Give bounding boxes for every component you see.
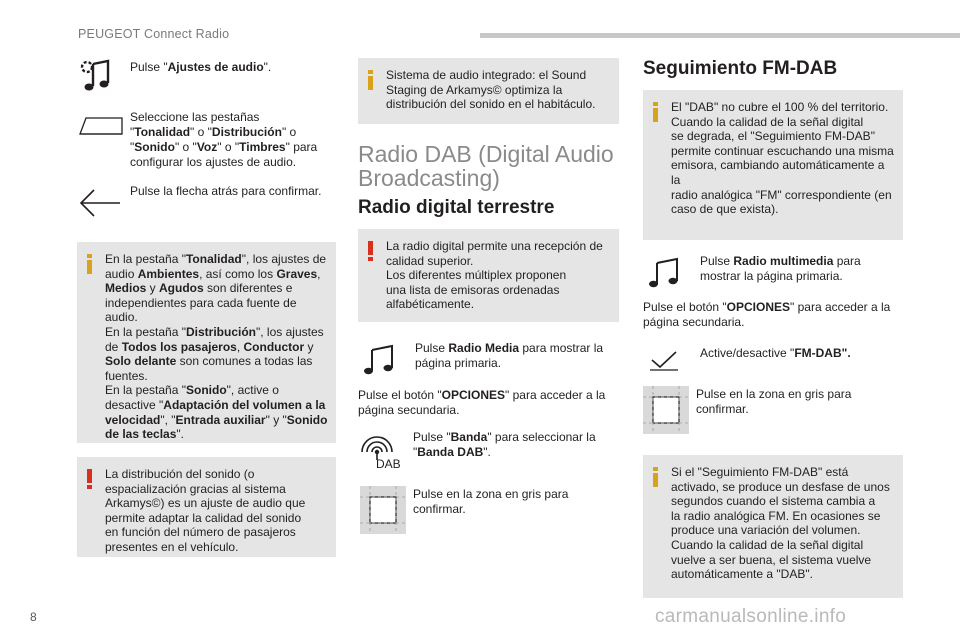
dab-label: DAB (376, 457, 401, 471)
text-bold: OPCIONES (726, 300, 791, 314)
text-bold: Sonido (286, 412, 328, 427)
step-radio-multimedia (648, 254, 908, 294)
text: Los diferentes múltiplex proponen (386, 268, 567, 283)
tabs-icon (78, 116, 124, 136)
text: y (304, 339, 314, 354)
text: son diferentes e (203, 281, 293, 296)
warning-note-digital-radio (358, 229, 619, 322)
text-bold: Radio multimedia (733, 254, 834, 268)
text-bold: Voz (196, 140, 218, 154)
text: La radio digital permite una recepción de (386, 239, 603, 253)
text: Seleccione las pestañas (130, 110, 260, 124)
text-bold: de las teclas (105, 427, 177, 442)
warning-icon (368, 241, 373, 261)
text-bold: Banda (450, 430, 488, 444)
text: activado, se produce un desfase de unos (671, 479, 890, 494)
text-bold: OPCIONES (441, 388, 506, 402)
text: ", " (160, 412, 176, 427)
text: Pulse en la zona en gris para (413, 487, 569, 501)
text: Cuando la calidad de la señal digital (671, 114, 864, 129)
text: Pulse el botón " (358, 388, 442, 402)
warning-note-distribution (77, 457, 336, 557)
step-back-arrow (78, 184, 338, 224)
text-bold: Distribución (211, 125, 282, 139)
text: y (146, 281, 160, 296)
warning-icon (87, 469, 92, 489)
text-bold: velocidad (105, 412, 161, 427)
checkbox-icon (648, 349, 680, 371)
text: segundos cuando el sistema cambia a (671, 494, 876, 509)
text-bold: Sonido (185, 383, 227, 398)
back-arrow-icon (78, 188, 122, 218)
music-settings-icon (78, 58, 114, 94)
text: " para acceder a la (505, 388, 606, 402)
info-note-dab-coverage (643, 90, 903, 240)
options-paragraph (358, 388, 620, 418)
text-bold: ". (841, 346, 851, 360)
info-icon (87, 254, 92, 272)
text: se degrada, el "Seguimiento FM-DAB" (671, 129, 875, 144)
text: permite adaptar la calidad del sonido (105, 510, 302, 525)
text-bold: Entrada auxiliar (175, 412, 266, 427)
text: " y " (265, 412, 287, 427)
text: ". (483, 445, 491, 459)
text: " para (285, 140, 318, 154)
text: espacialización gracias al sistema (105, 481, 286, 496)
step-radio-media (363, 341, 623, 381)
text: calidad superior. (386, 253, 474, 268)
grey-zone-icon (643, 386, 689, 434)
text-bold: Adaptación del volumen a la (163, 397, 326, 412)
text: Sistema de audio integrado: el Sound (386, 68, 587, 82)
text-bold: Solo delante (105, 354, 177, 369)
text: página secundaria. (358, 403, 460, 417)
info-icon (368, 70, 373, 88)
text: Active/desactive " (700, 346, 795, 360)
text-bold: Graves (276, 266, 318, 281)
text: la radio analógica FM. En ocasiones se (671, 508, 881, 523)
section-title-line: Broadcasting) (358, 165, 500, 191)
text: independientes para cada fuente de audio. (105, 295, 297, 325)
text: permite continuar escuchando una misma (671, 143, 894, 158)
text: distribución del sonido en el habitáculo. (386, 97, 596, 112)
text: mostrar la página primaria. (700, 269, 843, 283)
header-title: PEUGEOT Connect Radio (78, 27, 230, 41)
page-number: 8 (30, 610, 37, 624)
dab-antenna-icon (358, 430, 406, 474)
text-bold: Ambientes (137, 266, 200, 281)
text: audio (105, 266, 138, 281)
text: ", active o (226, 383, 279, 398)
header-bar (480, 33, 960, 38)
section-title-fm-dab: Seguimiento FM-DAB (643, 58, 838, 79)
text: desactive " (105, 397, 164, 412)
text-bold: Agudos (159, 281, 204, 296)
subtitle: Radio digital terrestre (358, 197, 555, 218)
grey-zone-icon (360, 486, 406, 534)
text: Pulse " (413, 430, 451, 444)
step-fm-dab-toggle (648, 346, 908, 372)
text: En la pestaña " (105, 324, 186, 339)
text: " para acceder a la (790, 300, 891, 314)
text: " o " (174, 140, 197, 154)
text-bold: Timbres (239, 140, 286, 154)
info-icon (653, 467, 658, 485)
text: " (130, 125, 135, 139)
text: Pulse la flecha atrás para confirmar. (130, 184, 322, 198)
text: Staging de Arkamys© optimiza la (386, 82, 563, 97)
text: ". (176, 427, 184, 442)
text: Cuando la calidad de la señal digital (671, 537, 864, 552)
text-bold: Todos los pasajeros (121, 339, 237, 354)
text: de (105, 339, 122, 354)
text: página secundaria. (643, 315, 745, 329)
text: para (833, 254, 861, 268)
text: El "DAB" no cubre el 100 % del territorio. (671, 100, 889, 114)
text: , (317, 266, 321, 281)
text: " para seleccionar la (487, 430, 596, 444)
watermark: carmanualsonline.info (655, 606, 847, 627)
step-grey-zone (360, 486, 622, 536)
text: ", los ajustes de (241, 252, 327, 266)
text: Pulse el botón " (643, 300, 727, 314)
text: presentes en el vehículo. (105, 539, 239, 554)
text: Arkamys©) es un ajuste de audio que (105, 496, 306, 511)
text: para mostrar la (519, 341, 604, 355)
text-bold: Banda DAB (417, 445, 484, 459)
text: Pulse (415, 341, 449, 355)
text: vuelve a ser buena, el sistema vuelve (671, 552, 872, 567)
text: en función del número de pasajeros (105, 525, 296, 540)
section-title-line: Radio DAB (Digital Audio (358, 141, 614, 167)
text: ". (263, 60, 272, 74)
text: alfabéticamente. (386, 297, 475, 312)
text: En la pestaña " (105, 252, 186, 266)
text: La distribución del sonido (o (105, 467, 255, 481)
music-note-icon (363, 344, 397, 376)
text: Pulse (700, 254, 734, 268)
info-note-arkamys (358, 58, 619, 124)
text: " o " (217, 140, 240, 154)
text: automáticamente a "DAB". (671, 567, 813, 582)
text: son comunes a todas las (176, 354, 313, 369)
text: página primaria. (415, 356, 502, 370)
text: " o " (190, 125, 212, 139)
step-audio-settings (78, 58, 338, 98)
text-bold: Conductor (243, 339, 305, 354)
info-note-fm-dab-delay (643, 455, 903, 598)
text-bold: Sonido (134, 140, 175, 154)
text: , así como los (199, 266, 277, 281)
text: Pulse " (130, 60, 168, 74)
text: emisora, cambiando automáticamente a la (671, 158, 885, 187)
text: , (236, 339, 244, 354)
info-note-tabs (77, 242, 336, 443)
text: En la pestaña " (105, 383, 186, 398)
text-bold: Tonalidad (185, 252, 242, 266)
music-note-icon (648, 257, 682, 289)
text-bold: Radio Media (448, 341, 520, 355)
text: " (413, 445, 418, 459)
text: " (130, 140, 135, 154)
text-bold: Ajustes de audio (167, 60, 264, 74)
text: confirmar. (696, 402, 749, 416)
text: radio analógica "FM" correspondiente (en (671, 187, 892, 202)
step-select-tabs (78, 110, 338, 170)
text-bold: Tonalidad (134, 125, 191, 139)
options-paragraph (643, 300, 905, 330)
text: Si el "Seguimiento FM-DAB" está (671, 465, 849, 479)
text: " o (281, 125, 297, 139)
text: Pulse en la zona en gris para (696, 387, 852, 401)
text-bold: FM-DAB (794, 346, 842, 360)
info-icon (653, 102, 658, 120)
text: produce una variación del volumen. (671, 523, 861, 538)
text-bold: Medios (105, 281, 147, 296)
text: una lista de emisoras ordenadas (386, 282, 560, 297)
text: configurar los ajustes de audio. (130, 155, 297, 169)
step-band-dab (358, 430, 620, 474)
text-bold: Distribución (185, 324, 256, 339)
section-title (358, 142, 614, 190)
step-grey-zone (643, 386, 905, 436)
text: ", los ajustes (256, 324, 324, 339)
text: caso de que exista). (671, 202, 779, 217)
text: fuentes. (105, 368, 148, 383)
text: confirmar. (413, 502, 466, 516)
